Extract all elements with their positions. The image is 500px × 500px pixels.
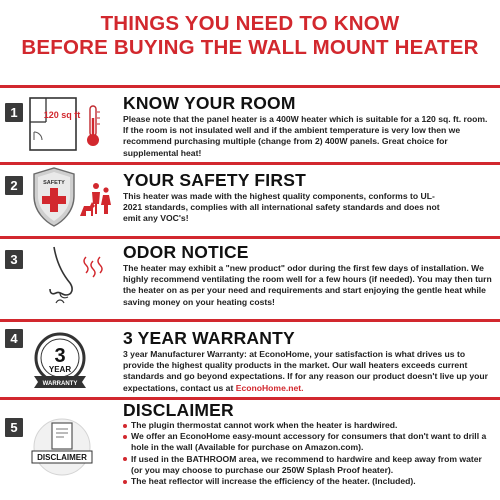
- title-line-2: BEFORE BUYING THE WALL MOUNT HEATER: [21, 36, 479, 59]
- section-number-1: 1: [5, 103, 23, 122]
- disclaimer-document-icon: [26, 413, 114, 483]
- section-number-4: 4: [5, 329, 23, 348]
- section-heading-3: ODOR NOTICE: [123, 242, 249, 262]
- disclaimer-icon-label: DISCLAIMER: [37, 453, 87, 462]
- warranty-ribbon-text: WARRANTY: [42, 381, 78, 387]
- econohome-link[interactable]: EconoHome.net.: [235, 382, 304, 393]
- warranty-badge-icon: [26, 328, 114, 398]
- section-body-1: Please note that the panel heater is a 400W heater which is suitable for a 120 sq. ft. room. If the room is not insulated well and if the ambient temperature is very low then we recommend purchasing multiple (change from 2) 400W panels. Great choice for supplemental heat!: [123, 114, 488, 158]
- section-heading-2: YOUR SAFETY FIRST: [123, 170, 306, 190]
- section-body-2: This heater was made with the highest quality components, conforms to UL-2021 standards, complies with all international safety standards and does not emit any VOC's!: [123, 191, 440, 224]
- room-size-label: 120 sq ft: [43, 110, 81, 120]
- disclaimer-list: [123, 420, 494, 487]
- section-heading-5: DISCLAIMER: [123, 400, 234, 420]
- shield-label: SAFETY: [43, 180, 65, 186]
- warranty-number: 3: [54, 345, 66, 367]
- title-line-1: THINGS YOU NEED TO KNOW: [100, 12, 400, 35]
- section-heading-1: KNOW YOUR ROOM: [123, 93, 296, 113]
- section-divider-1: [0, 85, 500, 88]
- section-body-3: The heater may exhibit a "new product" odor during the first few days of installation. We highly recommend ventilating the room well for a few hours (if needed). You may then turn the heater on as per your need and requirements and start enjoying the gentle heat while saving money on your heating costs!: [123, 263, 492, 307]
- list-item: The plugin thermostat cannot work when the heater is hardwired.: [123, 420, 494, 431]
- warranty-year: YEAR: [48, 365, 72, 374]
- page-title: [0, 12, 500, 60]
- section-number-5: 5: [5, 418, 23, 437]
- section-divider-3: [0, 236, 500, 239]
- nose-icon: [26, 243, 114, 313]
- list-item: We offer an EconoHome easy-mount accessory for consumers that don't want to drill a hole in the wall (Available for purchase on Amazon.com).: [123, 431, 494, 453]
- section-divider-2: [0, 162, 500, 165]
- list-item: The heat reflector will increase the efficiency of the heater. (Included).: [123, 476, 494, 487]
- warranty-body-text: 3 year Manufacturer Warranty: at EconoHome, your satisfaction is what drives us to provide the highest quality products in the market. Our wall heaters exceeds current standards and go beyond expectations. If for any reason our product doesn't live up your expectations, contact us at: [123, 349, 488, 393]
- section-divider-5: [0, 397, 500, 400]
- section-divider-4: [0, 319, 500, 322]
- section-number-3: 3: [5, 250, 23, 269]
- safety-shield-icon: [26, 166, 114, 236]
- section-body-4: [123, 349, 494, 394]
- section-heading-4: 3 YEAR WARRANTY: [123, 328, 295, 348]
- list-item: If used in the BATHROOM area, we recommend to hardwire and keep away from water (or you may choose to purchase our 250W Splash Proof heater).: [123, 454, 494, 476]
- section-number-2: 2: [5, 176, 23, 195]
- section-body-5: [123, 420, 494, 487]
- room-thermometer-icon: [26, 92, 114, 162]
